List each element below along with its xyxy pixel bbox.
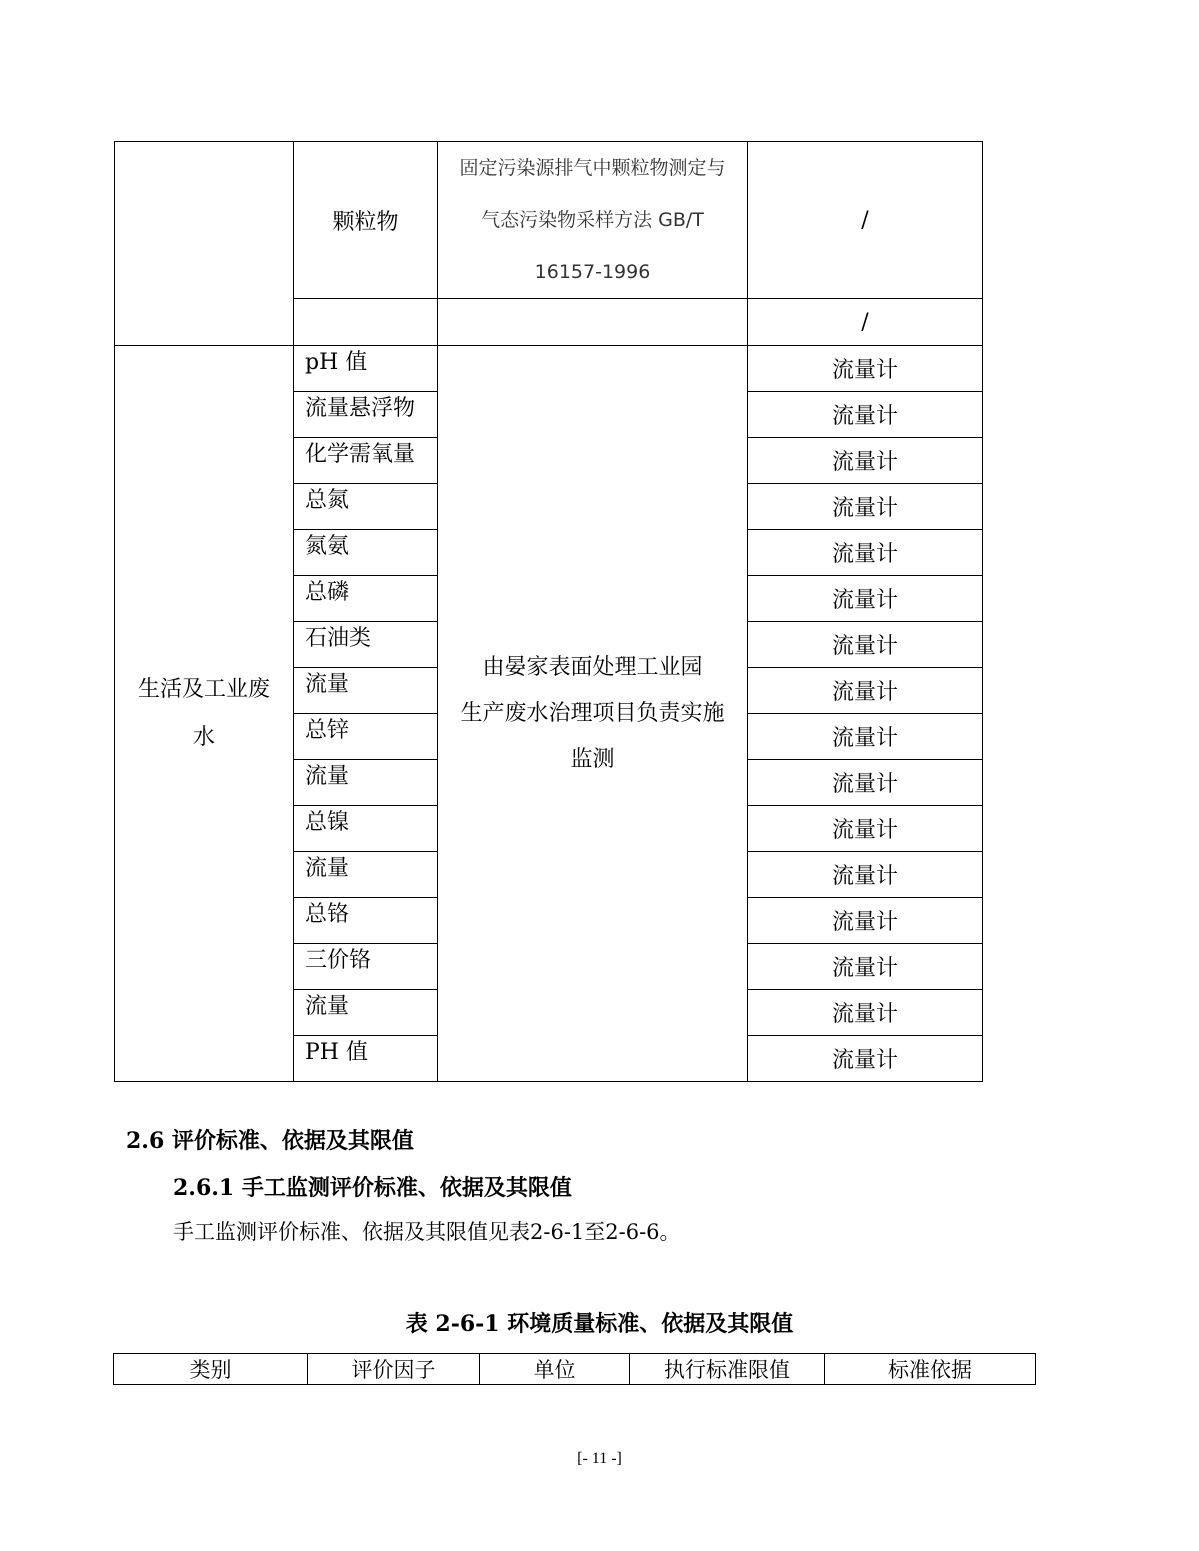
instrument-cell: 流量计 (748, 668, 983, 714)
instrument-cell: 流量计 (748, 714, 983, 760)
method-cell-empty (438, 299, 748, 346)
instrument-cell: 流量计 (748, 530, 983, 576)
column-header: 执行标准限值 (630, 1354, 825, 1385)
column-header: 类别 (114, 1354, 308, 1385)
item-cell-empty (294, 299, 438, 346)
item-cell: 石油类 (294, 622, 438, 668)
column-header: 单位 (480, 1354, 630, 1385)
method-cell-wastewater (438, 346, 748, 1082)
item-cell: 化学需氧量 (294, 438, 438, 484)
instrument-cell: 流量计 (748, 622, 983, 668)
instrument-cell: 流量计 (748, 898, 983, 944)
instrument-cell-blank: / (748, 299, 983, 346)
subsection-heading: 2.6.1 手工监测评价标准、依据及其限值 (173, 1175, 572, 1201)
category-cell-wastewater (115, 346, 294, 1082)
instrument-cell: 流量计 (748, 576, 983, 622)
method-cell-particulate (438, 142, 748, 299)
table-header-row (114, 1354, 1036, 1385)
category-cell-empty (115, 142, 294, 346)
table-row (115, 346, 983, 392)
standards-table (113, 1353, 1036, 1385)
instrument-cell: 流量计 (748, 760, 983, 806)
column-header: 标准依据 (825, 1354, 1036, 1385)
method-line: 监测 (570, 746, 615, 772)
item-cell: 流量 (294, 990, 438, 1036)
item-cell: 流量 (294, 668, 438, 714)
instrument-cell: 流量计 (748, 990, 983, 1036)
item-cell: 三价铬 (294, 944, 438, 990)
item-cell: 流量 (294, 760, 438, 806)
method-line: 固定污染源排气中颗粒物测定与 (459, 157, 726, 179)
column-header: 评价因子 (308, 1354, 480, 1385)
item-cell: 总铬 (294, 898, 438, 944)
instrument-cell: 流量计 (748, 1036, 983, 1082)
body-paragraph: 手工监测评价标准、依据及其限值见表2-6-1至2-6-6。 (173, 1220, 681, 1244)
table-caption: 表 2-6-1 环境质量标准、依据及其限值 (405, 1311, 794, 1337)
item-cell: 总磷 (294, 576, 438, 622)
instrument-cell-particulate: / (748, 142, 983, 299)
page-number: [- 11 -] (577, 1450, 622, 1467)
category-line: 生活及工业废 (137, 676, 270, 702)
item-cell: pH 值 (294, 346, 438, 392)
item-cell: 流量 (294, 852, 438, 898)
method-line: 生产废水治理项目负责实施 (460, 700, 725, 726)
item-cell: 总锌 (294, 714, 438, 760)
item-cell: 流量悬浮物 (294, 392, 438, 438)
instrument-cell: 流量计 (748, 392, 983, 438)
item-cell: PH 值 (294, 1036, 438, 1082)
instrument-cell: 流量计 (748, 806, 983, 852)
instrument-cell: 流量计 (748, 346, 983, 392)
instrument-cell: 流量计 (748, 944, 983, 990)
section-heading: 2.6 评价标准、依据及其限值 (126, 1128, 414, 1154)
category-line: 水 (192, 724, 215, 750)
item-cell-particulate: 颗粒物 (294, 142, 438, 299)
monitoring-method-table (114, 141, 983, 1082)
item-cell: 总镍 (294, 806, 438, 852)
method-line: 由晏家表面处理工业园 (482, 654, 703, 680)
instrument-cell: 流量计 (748, 484, 983, 530)
instrument-cell: 流量计 (748, 852, 983, 898)
item-cell: 总氮 (294, 484, 438, 530)
item-cell: 氮氨 (294, 530, 438, 576)
instrument-cell: 流量计 (748, 438, 983, 484)
method-line: 16157-1996 (534, 261, 651, 283)
table-row (115, 142, 983, 299)
method-line: 气态污染物采样方法 GB/T (481, 209, 704, 231)
